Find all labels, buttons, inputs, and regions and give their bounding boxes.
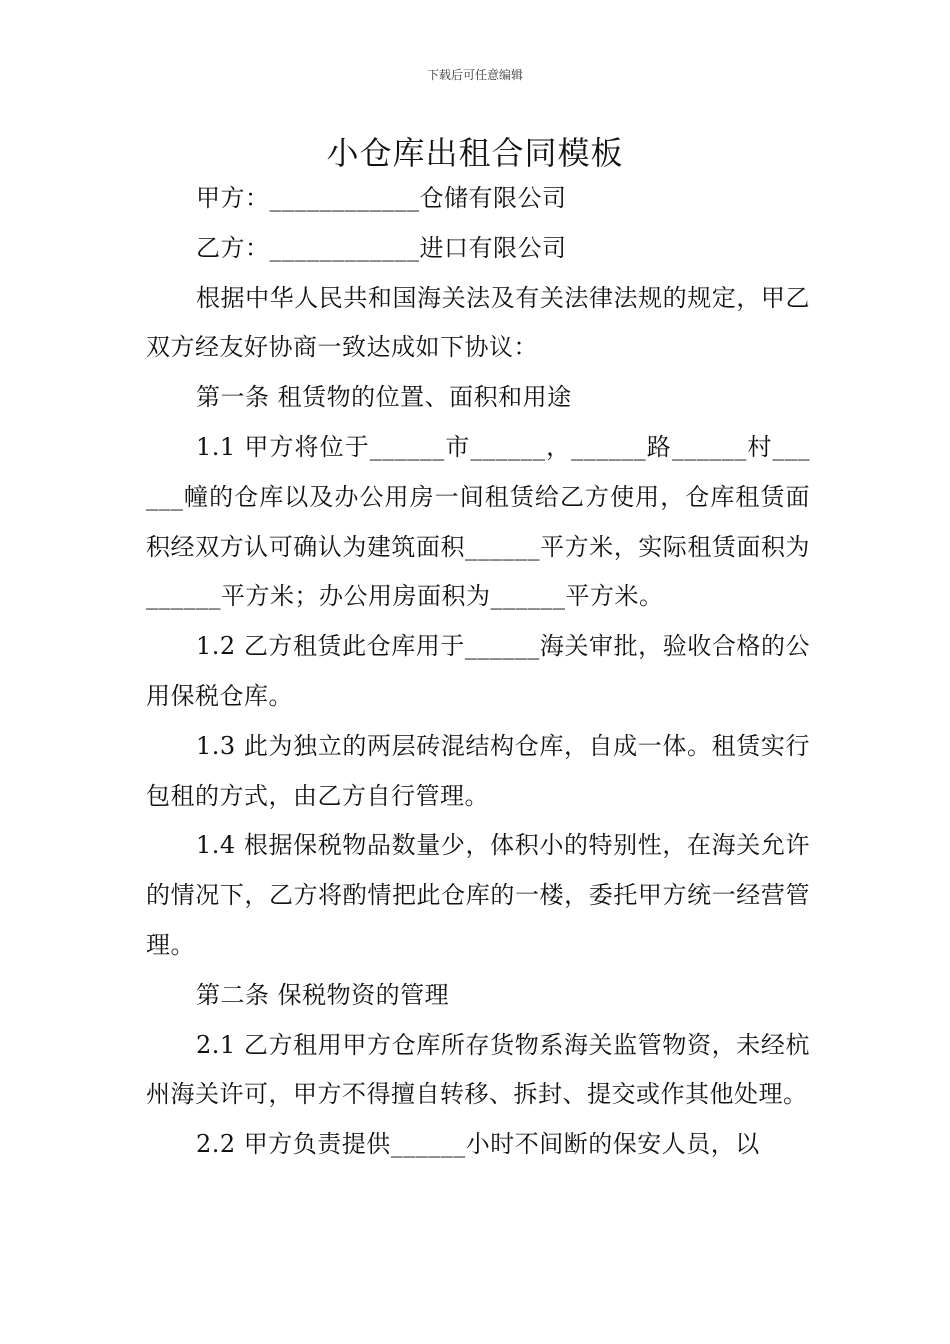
clause-2-2: 2.2 甲方负责提供______小时不间断的保安人员，以 [196,1130,760,1159]
clause-1-1: 1.1 甲方将位于______市______，______路______村______幢的仓库以及办公用房一间租赁给乙方使用，仓库租赁面积经双方认可确认为建筑面积______平方米，实际租赁面积为______平方米；办公用房面积为______平方米。 [146,432,810,611]
article-1-heading: 第一条 租赁物的位置、面积和用途 [196,383,572,412]
clause-1-2: 1.2 乙方租赁此仓库用于______海关审批，验收合格的公用保税仓库。 [146,632,810,710]
party-a-line: 甲方：____________仓储有限公司 [196,184,567,212]
article-2-heading: 第二条 保税物资的管理 [196,980,450,1009]
document-title: 小仓库出租合同模板 [326,134,624,172]
document-body [146,174,810,1170]
header-note: 下载后可任意编辑 [426,68,523,82]
clause-1-3: 1.3 此为独立的两层砖混结构仓库，自成一体。租赁实行包租的方式，由乙方自行管理。 [146,731,810,810]
clause-2-1: 2.1 乙方租用甲方仓库所存货物系海关监管物资，未经杭州海关许可，甲方不得擅自转移、拆封、提交或作其他处理。 [146,1030,810,1109]
party-b-line: 乙方：____________进口有限公司 [196,233,567,262]
preamble-paragraph: 根据中华人民共和国海关法及有关法律法规的规定，甲乙双方经友好协商一致达成如下协议： [146,283,810,362]
clause-1-4: 1.4 根据保税物品数量少，体积小的特别性，在海关允许的情况下，乙方将酌情把此仓库的一楼，委托甲方统一经营管理。 [146,831,810,959]
